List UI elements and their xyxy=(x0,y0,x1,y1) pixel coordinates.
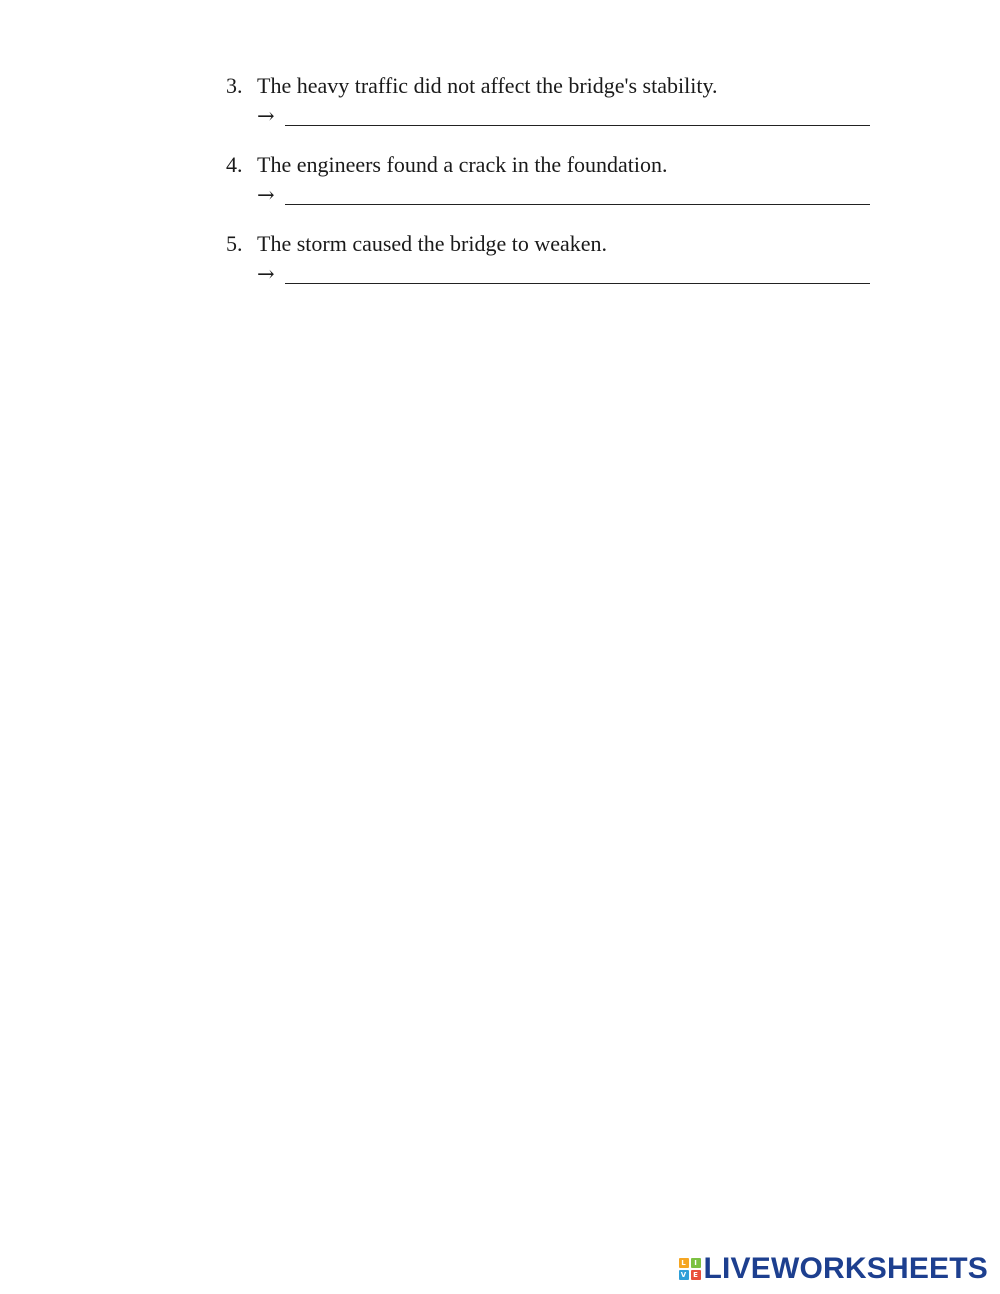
liveworksheets-logo xyxy=(679,1254,989,1284)
answer-row xyxy=(257,258,870,286)
logo-mark-letter: E xyxy=(691,1270,701,1280)
prompt-sentence: The heavy traffic did not affect the bridge's stability. xyxy=(257,73,718,98)
sentence-row xyxy=(226,230,870,258)
answer-row xyxy=(257,100,870,128)
logo-mark-letter: I xyxy=(691,1258,701,1268)
item-number: 3. xyxy=(226,73,243,98)
item-number: 4. xyxy=(226,152,243,177)
right-arrow-icon: → xyxy=(257,262,275,286)
right-arrow-icon: → xyxy=(257,104,275,128)
answer-field[interactable] xyxy=(285,261,870,284)
sentence-row xyxy=(226,72,870,100)
prompt-sentence: The storm caused the bridge to weaken. xyxy=(257,231,608,256)
exercise-item xyxy=(226,72,870,128)
answer-field[interactable] xyxy=(285,182,870,205)
exercise-item xyxy=(226,230,870,286)
logo-mark-icon xyxy=(679,1258,701,1280)
logo-mark-letter: L xyxy=(679,1258,689,1268)
sentence-row xyxy=(226,151,870,179)
answer-row xyxy=(257,179,870,207)
logo-text: LIVEWORKSHEETS xyxy=(703,1252,988,1285)
exercise-item xyxy=(226,151,870,207)
answer-field[interactable] xyxy=(285,103,870,126)
prompt-sentence: The engineers found a crack in the foundation. xyxy=(257,152,668,177)
logo-mark-letter: V xyxy=(679,1270,689,1280)
right-arrow-icon: → xyxy=(257,183,275,207)
item-number: 5. xyxy=(226,231,243,256)
